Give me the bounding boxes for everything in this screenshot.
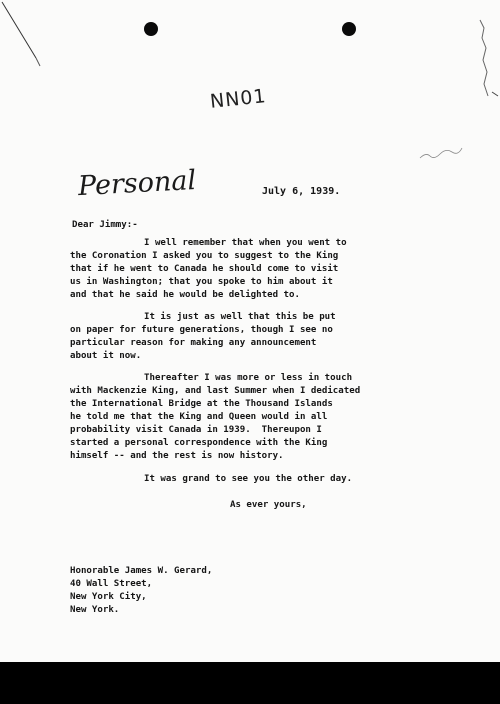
binder-hole-right [342,22,356,36]
paragraph-4-line-1: It was grand to see you the other day. [144,474,353,484]
closing: As ever yours, [230,500,307,510]
faint-scribble [418,142,464,164]
paragraph-3-line-7: himself -- and the rest is now history. [70,451,284,461]
paragraph-3-line-6: started a personal correspondence with the King [70,438,328,448]
address-line-1: Honorable James W. Gerard, [70,566,213,576]
paragraph-1-line-1: I well remember that when you went to [144,238,347,248]
paragraph-1-line-3: that if he went to Canada he should come to visit [70,264,339,274]
address-line-2: 40 Wall Street, [70,579,153,589]
address-line-4: New York. [70,605,120,615]
scan-edge-mark [478,0,500,110]
binder-hole-left [144,22,158,36]
scan-bottom-border [0,662,500,704]
paragraph-2-line-4: about it now. [70,351,142,361]
paragraph-3-line-4: he told me that the King and Queen would in all [70,412,328,422]
paragraph-2-line-1: It is just as well that this be put [144,312,336,322]
personal-annotation: Personal [77,164,197,203]
letter-date: July 6, 1939. [262,186,341,197]
paragraph-1-line-4: us in Washington; that you spoke to him about it [70,277,333,287]
paragraph-3-line-1: Thereafter I was more or less in touch [144,373,353,383]
paragraph-3-line-2: with Mackenzie King, and last Summer when I dedicated [70,386,361,396]
address-line-3: New York City, [70,592,147,602]
paragraph-3-line-5: probability visit Canada in 1939. Thereupon I [70,425,322,435]
paragraph-1-line-5: and that he said he would be delighted to. [70,290,300,300]
paragraph-1-line-2: the Coronation I asked you to suggest to the King [70,251,339,261]
paragraph-2-line-3: particular reason for making any announcement [70,338,317,348]
file-mark: NN01 [209,85,268,113]
paragraph-3-line-3: the International Bridge at the Thousand Islands [70,399,333,409]
salutation: Dear Jimmy:- [72,220,138,230]
scan-corner-mark [0,0,60,70]
paragraph-2-line-2: on paper for future generations, though I see no [70,325,333,335]
